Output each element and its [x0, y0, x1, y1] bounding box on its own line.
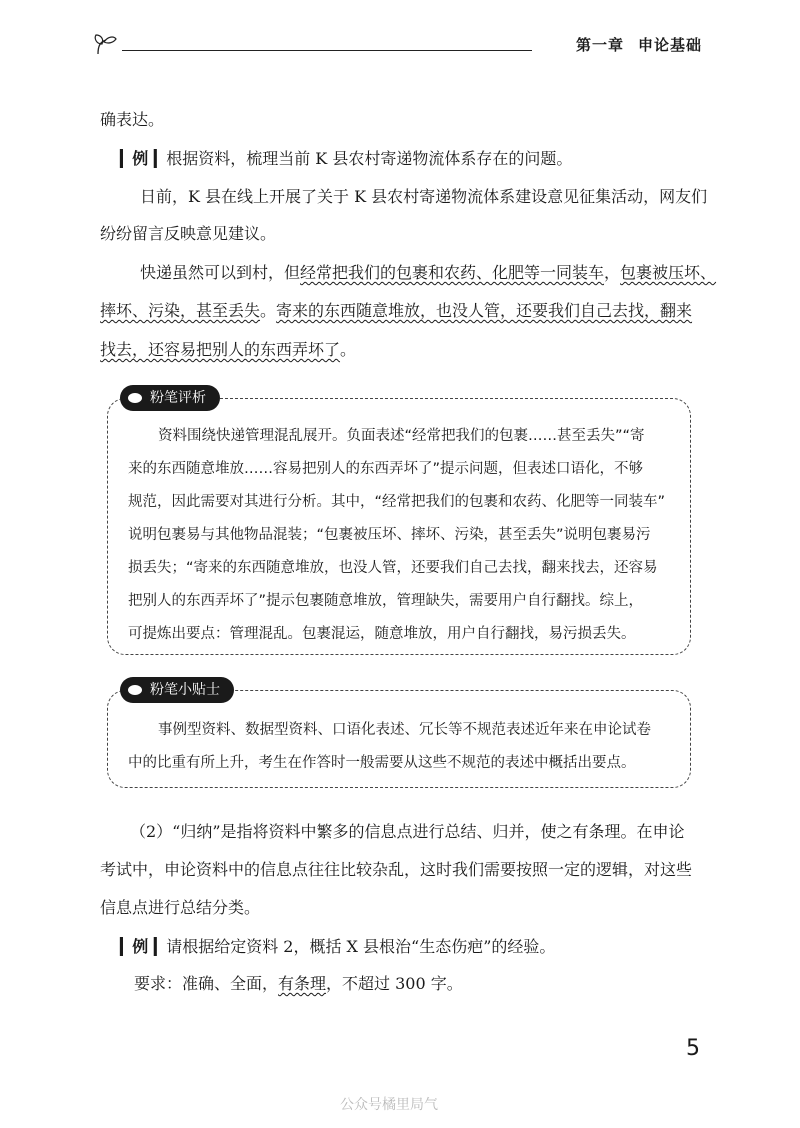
example-label: ▎例 ▎ [120, 937, 167, 956]
leaf-icon [128, 685, 142, 695]
material-line [140, 263, 720, 283]
tips-box [107, 682, 691, 788]
underlined-phrase: 有条理 [278, 974, 327, 993]
analysis-line: 损丢失；“寄来的东西随意堆放，也没人管，还要我们自己去找，翻来找去，还容易 [128, 560, 658, 576]
text-span: ，不超过 300 字。 [326, 974, 463, 993]
chapter-number: 第一章 [575, 36, 624, 54]
analysis-line: 把别人的东西弄坏了”提示包裹随意堆放，管理缺失，需要用户自行翻找。综上， [128, 593, 644, 609]
paragraph-line: 确表达。 [100, 110, 165, 129]
analysis-line: 规范，因此需要对其进行分析。其中，“经常把我们的包裹和农药、化肥等一同装车” [128, 494, 666, 510]
example-question: 根据资料，梳理当前 K 县农村寄递物流体系存在的问题。 [166, 149, 573, 168]
paragraph-line: 信息点进行总结分类。 [100, 898, 261, 917]
tips-line: 事例型资料、数据型资料、口语化表述、冗长等不规范表述近年来在申论试卷 [158, 722, 651, 738]
example-1 [120, 149, 700, 169]
chapter-title [576, 34, 702, 55]
paragraph-line: 日前，K 县在线上开展了关于 K 县农村寄递物流体系建设意见征集活动，网友们 [140, 187, 708, 206]
material-line [100, 340, 680, 360]
underlined-phrase: 包裹被压坏、 [620, 263, 717, 282]
text-span: ， [604, 263, 621, 282]
analysis-line: 来的东西随意堆放……容易把别人的东西弄坏了”提示问题，但表述口语化，不够 [128, 461, 644, 477]
tips-line: 中的比重有所上升，考生在作答时一般需要从这些不规范的表述中概括出要点。 [128, 755, 636, 771]
text-span: 。 [260, 301, 277, 320]
material-line [100, 301, 693, 321]
analysis-line: 说明包裹易与其他物品混装；“包裹被压坏、摔坏、污染，甚至丢失”说明包裹易污 [128, 527, 651, 543]
text-span: 。 [340, 340, 357, 359]
paragraph-line: 纷纷留言反映意见建议。 [100, 224, 277, 243]
underlined-phrase: 摔坏、污染，甚至丢失 [100, 301, 261, 320]
leaf-icon [128, 393, 142, 403]
analysis-box [107, 390, 691, 655]
text-span: 快递虽然可以到村，但 [140, 263, 301, 282]
sprout-icon [92, 32, 122, 58]
analysis-line: 可提炼出要点：管理混乱。包裹混运，随意堆放，用户自行翻找，易污损丢失。 [128, 626, 636, 642]
running-header [92, 30, 702, 60]
tips-tag [120, 677, 234, 703]
example-question: 请根据给定资料 2，概括 X 县根治“生态伤疤”的经验。 [166, 937, 556, 956]
analysis-line: 资料围绕快递管理混乱展开。负面表述“经常把我们的包裹……甚至丢失”“寄 [158, 428, 645, 444]
example-2 [120, 937, 700, 957]
analysis-tag [120, 385, 220, 411]
requirement-line [134, 974, 714, 994]
paragraph-line: （2）“归纳”是指将资料中繁多的信息点进行总结、归并，使之有条理。在申论 [130, 822, 685, 841]
page-number: 5 [686, 1036, 700, 1061]
underlined-phrase: 寄来的东西随意堆放，也没人管，还要我们自己去找，翻来 [276, 301, 693, 320]
chapter-name: 申论基础 [637, 36, 702, 54]
underlined-phrase: 找去，还容易把别人的东西弄坏了 [100, 340, 341, 359]
header-rule [122, 50, 532, 51]
text-span: 要求：准确、全面， [134, 974, 279, 993]
analysis-tag-label: 粉笔评析 [150, 390, 206, 406]
paragraph-line: 考试中，申论资料中的信息点往往比较杂乱，这时我们需要按照一定的逻辑，对这些 [100, 860, 693, 879]
watermark: 公众号橘里局气 [340, 1097, 438, 1113]
example-label: ▎例 ▎ [120, 149, 167, 168]
underlined-phrase: 经常把我们的包裹和农药、化肥等一同装车 [300, 263, 605, 282]
tips-tag-label: 粉笔小贴士 [150, 682, 220, 698]
